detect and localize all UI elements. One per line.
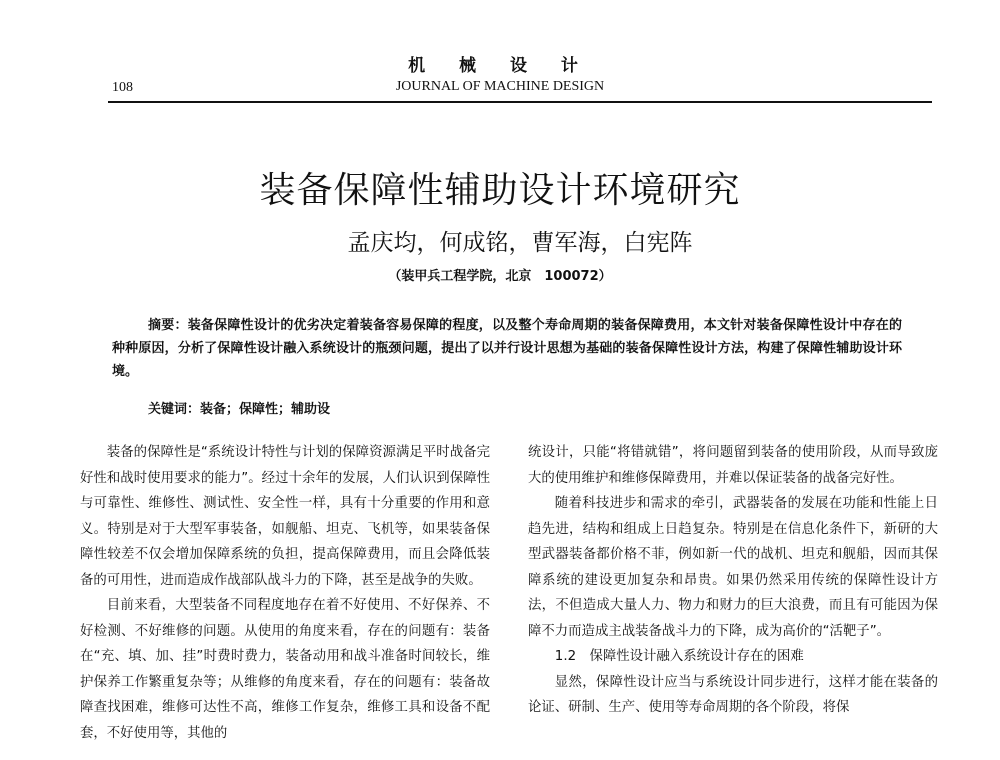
body-paragraph: 统设计，只能“将错就错”，将问题留到装备的使用阶段，从而导致庞大的使用维护和维修保障费用，并难以保证装备的战备完好性。 [528,445,938,486]
abstract-label: 摘要： [148,318,188,333]
body-paragraph: 显然，保障性设计应当与系统设计同步进行，这样才能在装备的论证、研制、生产、使用等寿命周期的各个阶段，将保 [528,674,938,715]
header-rule [108,101,932,103]
page-number: 108 [112,80,133,95]
abstract-text: 装备保障性设计的优劣决定着装备容易保障的程度，以及整个寿命周期的装备保障费用，本文针对装备保障性设计中存在的种种原因，分析了保障性设计融入系统设计的瓶颈问题，提出了以并行设计思想为基础的装备保障性设计方法，构建了保障性辅助设计环境。 [112,318,902,379]
body-paragraph: 装备的保障性是“系统设计特性与计划的保障资源满足平时战备完好性和战时使用要求的能力”。经过十余年的发展，人们认识到保障性与可靠性、维修性、测试性、安全性一样，具有十分重要的作用和意义。特别是对于大型军事装备，如舰船、坦克、飞机等，如果装备保障性较差不仅会增加保障系统的负担，提高保障费用，而且会降低装备的可用性，进而造成作战部队战斗力的下降，甚至是战争的失败。 [80,445,490,588]
article-title: 装备保障性辅助设计环境研究 [259,170,741,211]
abstract [112,314,902,383]
body-paragraph: 随着科技进步和需求的牵引，武器装备的发展在功能和性能上日趋先进，结构和组成上日趋复杂。特别是在信息化条件下，新研的大型武器装备都价格不菲，例如新一代的战机、坦克和舰船，因而其保障系统的建设更加复杂和昂贵。如果仍然采用传统的保障性设计方法，不但造成大量人力、物力和财力的巨大浪费，而且有可能因为保障不力而造成主战装备战斗力的下降，成为高价的“活靶子”。 [528,496,938,639]
keywords: 关键词：装备；保障性；辅助设 [148,402,331,417]
section-heading: 1.2 保障性设计融入系统设计存在的困难 [554,649,804,664]
body-column-left [80,440,490,746]
article-authors: 孟庆均，何成铭，曹军海，白宪阵 [347,230,693,256]
journal-name-chinese: 机 械 设 计 [408,56,592,76]
article-affiliation: （装甲兵工程学院，北京 100072） [388,269,612,284]
body-paragraph: 目前来看，大型装备不同程度地存在着不好使用、不好保养、不好检测、不好维修的问题。从使用的角度来看，存在的问题有：装备在“充、填、加、挂”时费时费力，装备动用和战斗准备时间较长，维护保养工作繁重复杂等；从维修的角度来看，存在的问题有：装备故障查找困难，维修可达性不高，维修工作复杂，维修工具和设备不配套，不好使用等，其他的 [80,598,490,741]
journal-name-english: JOURNAL OF MACHINE DESIGN [395,79,605,94]
body-column-right [528,440,938,721]
